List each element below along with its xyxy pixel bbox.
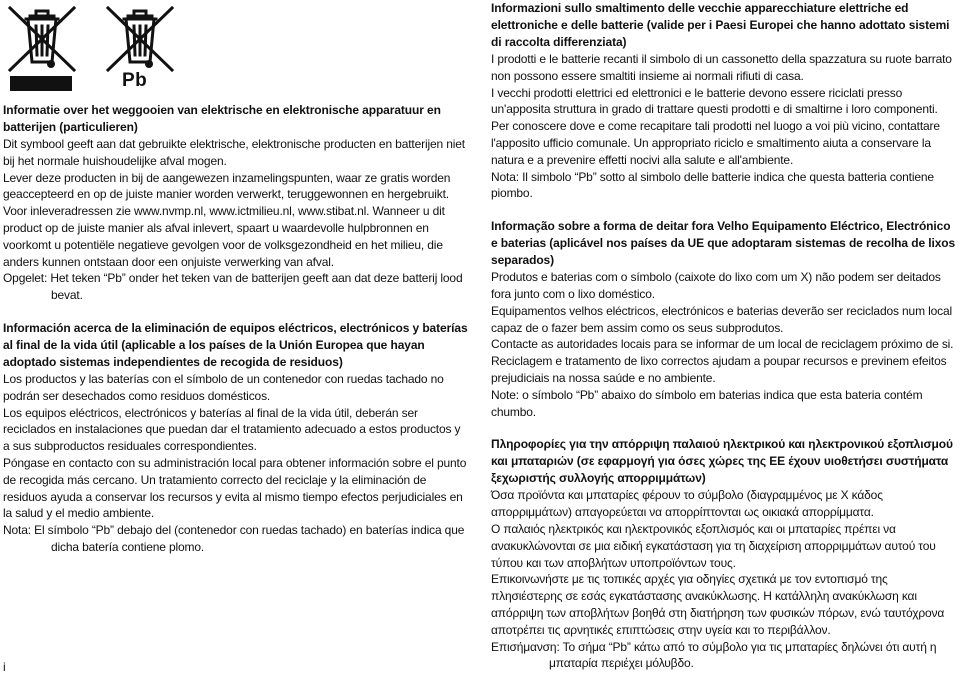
section-title: Informazioni sullo smaltimento delle vecchie apparecchiature elettriche ed elettroniche e delle batterie (valide per i Paesi Europei che hanno adottato sistemi di raccolta differenziata) (491, 1, 950, 49)
crossed-out-battery-bin-icon (104, 4, 176, 79)
paragraph: Όσα προϊόντα και μπαταρίες φέρουν το σύμβολο (διαγραμμένος με Χ κάδος απορριμμάτων) απαγορεύεται να απορρίπτονται ως οικιακά απορρίμματα. (491, 488, 883, 520)
page-number: i (3, 660, 6, 674)
section-title: Informatie over het weggooien van elektrische en elektronische apparatuur en batterijen (particulieren) (3, 103, 441, 134)
bin-underline-bar (10, 76, 72, 91)
section-spanish (3, 320, 468, 556)
note: Nota: El símbolo “Pb” debajo del (contenedor con ruedas tachado) en baterías indica que dicha batería contiene plomo. (3, 523, 465, 554)
section-title: Πληροφορίες για την απόρριψη παλαιού ηλεκτρικού και ηλεκτρονικού εξοπλισμού και μπαταριών (σε εφαρμογή για όσες χώρες της ΕΕ έχουν υιοθετήσει συστήματα ξεχωριστής συλλογής απορριμμάτων) (491, 437, 953, 486)
paragraph: Produtos e baterias com o símbolo (caixote do lixo com um X) não podem ser deitados fora junto com o lixo doméstico. (491, 270, 941, 301)
paragraph: Póngase en contacto con su administración local para obtener información sobre el punto de recogida más cercano. Un tratamiento correcto del reciclaje y la eliminación de residuos ayuda a conservar los recursos y evita al mismo tiempo efectos perjudiciales en la salud y el medio ambiente. (3, 455, 467, 521)
paragraph: Dit symbool geeft aan dat gebruikte elektrische, elektronische producten en batterijen niet bij het normale huishoudelijke afval mogen. (3, 137, 465, 168)
paragraph: Los equipos eléctricos, electrónicos y baterías al final de la vida útil, deberán ser reciclados en instalaciones que puedan dar el tratamiento adecuado a estos productos y a sus subproductos residuales correspondientes. (3, 405, 461, 454)
note: Note: o símbolo “Pb” abaixo do símbolo em baterias indica que esta bateria contém chumbo. (491, 387, 923, 419)
disposal-symbols (6, 4, 176, 96)
section-title: Información acerca de la eliminación de equipos eléctricos, electrónicos y baterías al final de la vida útil (aplicable a los países de la Unión Europea que hayan adoptado sistemas independientes de recogida de residuos) (3, 320, 468, 369)
section-italian (491, 0, 957, 202)
paragraph: Επικοινωνήστε με τις τοπικές αρχές για οδηγίες σχετικά με τον εντοπισμό της πλησιέστερης σε εσάς εγκατάστασης ανακύκλωσης. Η κατάλληλη ανακύκλωση και απόρριψη των αποβλήτων βοηθά στη διατήρηση των φυσικών πόρων, ενώ ταυτόχρονα αποτρέπει τις αρνητικές επιπτώσεις στην υγεία και το περιβάλλον. (491, 572, 945, 637)
section-greek (491, 436, 957, 672)
paragraph: Voor inleveradressen zie www.nvmp.nl, www.ictmilieu.nl, www.stibat.nl. Wanneer u dit product op de juiste manier als afval inlevert, spaart u waardevolle hulpbronnen en voorkomt u potentiële negatieve gevolgen voor de volksgezondheid en het milieu, die anders kunnen ontstaan door een onjuiste verwerking van afval. (3, 204, 445, 269)
paragraph: Lever deze producten in bij de aangewezen inzamelingspunten, waar ze gratis worden geaccepteerd en op de juiste manier worden verwerkt, teruggewonnen en hergebruikt. (3, 170, 451, 202)
note: Nota: Il simbolo “Pb” sotto al simbolo delle batterie indica che questa batteria contiene piombo. (491, 169, 934, 201)
section-dutch (3, 102, 468, 304)
pb-lead-mark: Pb (122, 70, 148, 91)
paragraph: Contacte as autoridades locais para se informar de um local de reciclagem próximo de si. Reciclagem e tratamento de lixo correctos ajudam a poupar recursos e previnem efeitos prejudiciais na nossa saúde e no ambiente. (491, 337, 954, 385)
paragraph: Equipamentos velhos eléctricos, electrónicos e baterias deverão ser reciclados num local capaz de o fazer bem assim como os seus subprodutos. (491, 303, 953, 335)
paragraph: Ο παλαιός ηλεκτρικός και ηλεκτρονικός εξοπλισμός και οι μπαταρίες πρέπει να ανακυκλώνονται σε μια ειδική εγκατάσταση για τη διαχείριση απορριμμάτων αυτού του τύπου και των αποβλήτων υποπροϊόντων τους. (491, 521, 936, 570)
paragraph: Los productos y las baterías con el símbolo de un contenedor con ruedas tachado no podrán ser desechados como residuos domésticos. (3, 371, 444, 403)
note: Opgelet: Het teken “Pb” onder het teken van de batterijen geeft aan dat deze batterij lood bevat. (3, 271, 463, 303)
note: Επισήμανση: Το σήμα “Pb” κάτω από το σύμβολο για τις μπαταρίες δηλώνει ότι αυτή η μπαταρία περιέχει μόλυβδο. (491, 639, 937, 671)
right-column (491, 0, 957, 672)
section-portuguese (491, 218, 957, 420)
left-column (3, 102, 468, 556)
paragraph: I vecchi prodotti elettrici ed elettronici e le batterie devono essere riciclati presso un'apposita struttura in grado di trattare questi prodotti e di smaltirne i loro componenti. (491, 85, 938, 117)
paragraph: Per conoscere dove e come recapitare tali prodotti nel luogo a voi più vicino, contattare l'apposito ufficio comunale. Un appropriato riciclo e smaltimento aiuta a conservare la natura e a prevenire effetti nocivi alla salute e all'ambiente. (491, 119, 940, 167)
paragraph: I prodotti e le batterie recanti il simbolo di un cassonetto della spazzatura su ruote barrato non possono essere smaltiti insieme ai normali rifiuti di casa. (491, 52, 952, 83)
crossed-out-wheeled-bin-icon (6, 4, 78, 79)
section-title: Informação sobre a forma de deitar fora Velho Equipamento Eléctrico, Electrónico e baterias (aplicável nos países da UE que adoptaram sistemas de recolha de lixos separados) (491, 219, 956, 268)
